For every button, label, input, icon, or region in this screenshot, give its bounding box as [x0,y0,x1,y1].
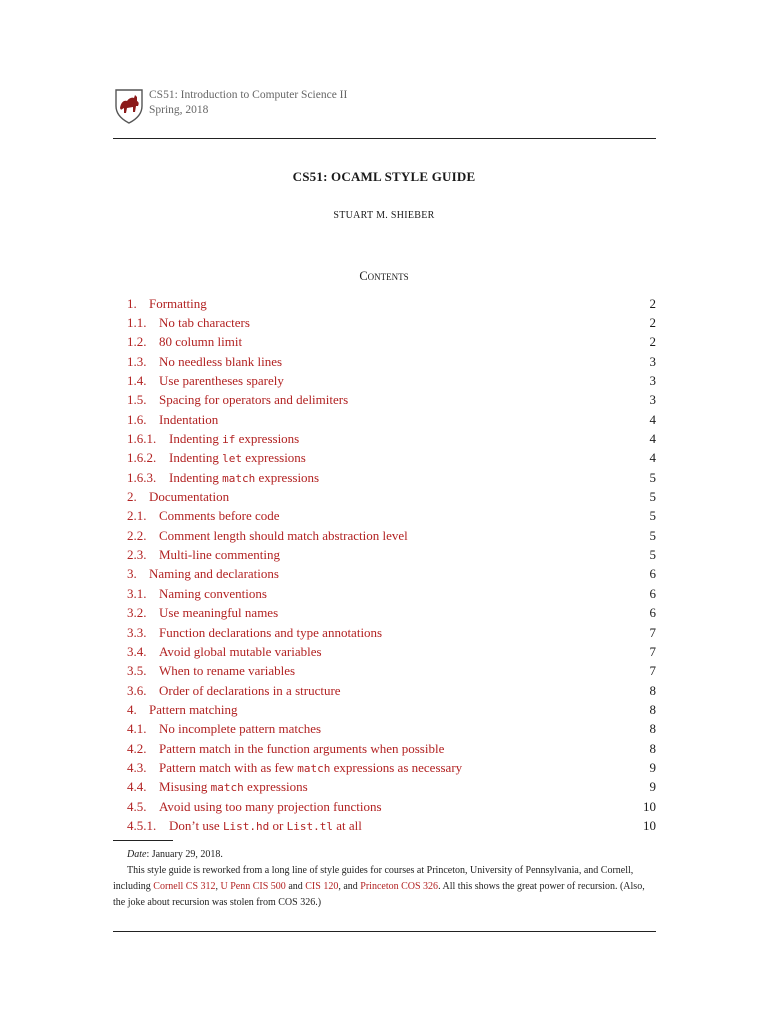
document-title: CS51: OCAML STYLE GUIDE [292,169,476,184]
toc-page-number: 8 [649,682,656,698]
toc-title [169,431,299,447]
toc-title-text: Indenting [169,450,223,466]
toc-page-number: 5 [649,547,656,563]
toc-entry [127,700,656,719]
toc-title-text: expressions as necessary [330,759,463,775]
toc-page-number: 10 [643,817,656,833]
link-cis120[interactable]: CIS 120 [305,881,339,892]
toc-title-text: Indenting [169,431,223,447]
toc-page-number: 8 [649,721,656,737]
toc-link[interactable] [127,702,237,718]
toc-title-text: at all [333,817,362,833]
document-author: STUART M. SHIEBER [333,210,435,221]
toc-title-text: Indentation [159,411,219,427]
toc-title-text: expressions [255,469,320,485]
toc-entry [127,333,656,352]
toc-title [149,566,279,582]
toc-number: 3.2. [127,605,147,621]
toc-link[interactable] [127,508,280,524]
toc-number: 3. [127,566,137,582]
toc-title-text: Comment length should match abstraction level [159,527,408,543]
toc-page-number: 5 [649,527,656,543]
toc-link[interactable] [127,741,444,757]
toc-title-text: Formatting [149,295,207,311]
toc-page-number: 5 [649,508,656,524]
toc-entry [127,371,656,390]
toc-title-text: Spacing for operators and delimiters [159,392,349,408]
toc-entry [127,662,656,681]
footnote-separator: and [285,881,306,892]
link-princeton-cos326[interactable]: Princeton COS 326 [360,881,439,892]
footnote-date-label: Date [127,849,147,860]
toc-link[interactable] [127,605,278,621]
toc-title-text: Order of declarations in a structure [159,682,341,698]
toc-entry [127,642,656,661]
toc-number: 1.1. [127,315,147,331]
toc-entry [127,507,656,526]
toc-number: 4. [127,701,137,717]
course-name: CS51: Introduction to Computer Science II [149,89,348,101]
toc-title [159,586,267,602]
toc-title-text: Use parentheses sparely [159,373,284,389]
toc-entry [127,720,656,739]
toc-number: 1.5. [127,392,147,408]
toc-page-number: 4 [649,450,656,466]
toc-link[interactable] [127,489,229,505]
toc-number: 3.6. [127,682,147,698]
toc-title-text: Pattern matching [149,701,238,717]
toc-page-number: 8 [649,740,656,756]
toc-title-text: When to rename variables [159,663,296,679]
toc-number: 4.3. [127,759,147,775]
toc-title-text: expressions [235,431,300,447]
toc-number: 1.6.3. [127,469,157,485]
toc-title [159,412,218,428]
toc-title [159,741,444,757]
toc-entry [127,391,656,410]
toc-entry [127,352,656,371]
toc-entry [127,604,656,623]
shield-logo-icon [114,88,144,124]
toc-number: 1.4. [127,373,147,389]
toc-page-number: 9 [649,779,656,795]
toc-number: 4.1. [127,721,147,737]
toc-title [159,373,284,389]
toc-link[interactable] [127,760,462,776]
toc-title-text: Pattern match with as few [159,759,298,775]
toc-title-text: Naming conventions [159,585,267,601]
toc-title-text: Use meaningful names [159,605,279,621]
toc-title [159,528,408,544]
toc-link[interactable] [127,528,408,544]
page-header [114,88,347,124]
toc-page-number: 7 [649,624,656,640]
toc-link[interactable] [127,566,279,582]
toc-title-text: Function declarations and type annotations [159,624,383,640]
toc-page-number: 6 [649,605,656,621]
toc-entry [127,449,656,468]
toc-link[interactable] [127,392,348,408]
toc-entry [127,429,656,448]
toc-title [169,818,362,834]
link-upenn-cis500[interactable]: U Penn CIS 500 [220,881,286,892]
toc-page-number: 9 [649,759,656,775]
toc-title-text: Don’t use [169,817,223,833]
toc-entry [127,565,656,584]
toc-title-code: List.tl [286,819,333,833]
link-cornell-cs312[interactable]: Cornell CS 312 [153,881,216,892]
toc-number: 4.5. [127,798,147,814]
toc-link[interactable] [127,586,267,602]
toc-title-code: List.hd [222,819,270,833]
toc-title [159,683,341,699]
toc-link[interactable] [127,721,321,737]
toc-page-number: 3 [649,373,656,389]
toc-title-text: Avoid using too many projection functions [159,798,382,814]
toc-title [149,296,207,312]
toc-number: 1.2. [127,334,147,350]
toc-title [169,450,306,466]
toc-title-code: match [222,471,256,485]
toc-page-number: 6 [649,585,656,601]
toc-page-number: 4 [649,411,656,427]
footnote-text-end: . All this shows the great power of recursion. (Also, the joke about recursion was stolen from COS 326.) [113,881,645,908]
toc-number: 2.3. [127,547,147,563]
toc-entry [127,739,656,758]
toc-entry [127,797,656,816]
toc-title-text: 80 column limit [159,334,243,350]
toc-entry [127,623,656,642]
toc-link[interactable] [127,779,308,795]
toc-entry [127,526,656,545]
contents-heading: Contents [359,269,409,283]
toc-link[interactable] [127,470,319,486]
toc-title-code: match [210,781,244,795]
footnote-divider [113,840,173,841]
toc-link[interactable] [127,412,218,428]
toc-link[interactable] [127,644,322,660]
toc-title [159,508,280,524]
toc-title-text: Misusing [159,779,211,795]
toc-page-number: 7 [649,643,656,659]
toc-title [159,721,321,737]
toc-title [159,315,250,331]
toc-title-text: Naming and declarations [149,566,279,582]
toc-title [159,760,462,776]
toc-number: 1.6.2. [127,450,157,466]
toc-page-number: 3 [649,353,656,369]
toc-title [159,547,280,563]
toc-entry [127,294,656,313]
toc-page-number: 3 [649,392,656,408]
toc-page-number: 10 [643,798,656,814]
toc-page-number: 4 [649,431,656,447]
toc-title-text: expressions [241,450,306,466]
toc-link[interactable] [127,296,207,312]
footnote-text: This style guide is reworked from a long line of style guides for courses at Princeton, University of Pennsylvania, and Cornell, including [113,865,634,892]
toc-title-text: Multi-line commenting [159,547,280,563]
toc-link[interactable] [127,799,382,815]
toc-entry [127,545,656,564]
toc-title [159,663,295,679]
toc-title-text: No incomplete pattern matches [159,721,322,737]
toc-number: 3.5. [127,663,147,679]
header-divider [113,138,656,139]
toc-link[interactable] [127,373,284,389]
toc-page-number: 5 [649,469,656,485]
toc-number: 2.2. [127,527,147,543]
toc-link[interactable] [127,334,242,350]
toc-link[interactable] [127,547,280,563]
table-of-contents [127,294,656,836]
footnote [113,847,656,911]
toc-page-number: 2 [649,315,656,331]
toc-title-text: No needless blank lines [159,353,283,369]
toc-number: 4.2. [127,740,147,756]
toc-page-number: 5 [649,489,656,505]
toc-entry [127,487,656,506]
toc-number: 2. [127,489,137,505]
toc-title-text: Documentation [149,489,230,505]
toc-title [159,354,282,370]
toc-page-number: 6 [649,566,656,582]
toc-number: 3.3. [127,624,147,640]
toc-title-text: Avoid global mutable variables [159,643,322,659]
toc-title [159,625,382,641]
toc-link[interactable] [127,625,382,641]
footnote-separator: , and [338,881,361,892]
toc-title [169,470,319,486]
toc-link[interactable] [127,683,341,699]
toc-number: 1. [127,295,137,311]
toc-number: 1.6.1. [127,431,157,447]
toc-page-number: 2 [649,334,656,350]
toc-title-code: match [297,761,331,775]
toc-title-text: No tab characters [159,315,250,331]
toc-title [149,489,229,505]
toc-title [159,799,382,815]
toc-entry [127,313,656,332]
toc-link[interactable] [127,431,299,447]
toc-title-text: Comments before code [159,508,280,524]
footnote-separator: , [215,881,221,892]
toc-title-text: Indenting [169,469,223,485]
toc-number: 4.5.1. [127,817,157,833]
course-term: Spring, 2018 [149,104,209,116]
toc-title-text: or [269,817,287,833]
toc-entry [127,584,656,603]
toc-number: 2.1. [127,508,147,524]
toc-number: 1.6. [127,411,147,427]
toc-link[interactable] [127,818,362,834]
toc-link[interactable] [127,315,250,331]
toc-number: 4.4. [127,779,147,795]
toc-title [159,644,322,660]
toc-title [159,334,242,350]
toc-title-text: Pattern match in the function arguments when possible [159,740,445,756]
toc-entry [127,468,656,487]
toc-link[interactable] [127,663,295,679]
toc-title [149,702,237,718]
toc-number: 1.3. [127,353,147,369]
toc-number: 3.1. [127,585,147,601]
toc-page-number: 2 [649,295,656,311]
toc-entry [127,778,656,797]
footer-divider [113,931,656,932]
toc-title [159,779,308,795]
toc-entry [127,816,656,835]
toc-number: 3.4. [127,643,147,659]
toc-title-code: let [222,452,242,466]
toc-page-number: 7 [649,663,656,679]
toc-link[interactable] [127,450,306,466]
toc-entry [127,758,656,777]
toc-title [159,392,348,408]
toc-entry [127,681,656,700]
toc-title-text: expressions [243,779,308,795]
toc-title [159,605,278,621]
toc-entry [127,410,656,429]
toc-title-code: if [222,433,236,447]
footnote-date-value: : January 29, 2018. [146,849,223,860]
toc-link[interactable] [127,354,282,370]
toc-page-number: 8 [649,701,656,717]
